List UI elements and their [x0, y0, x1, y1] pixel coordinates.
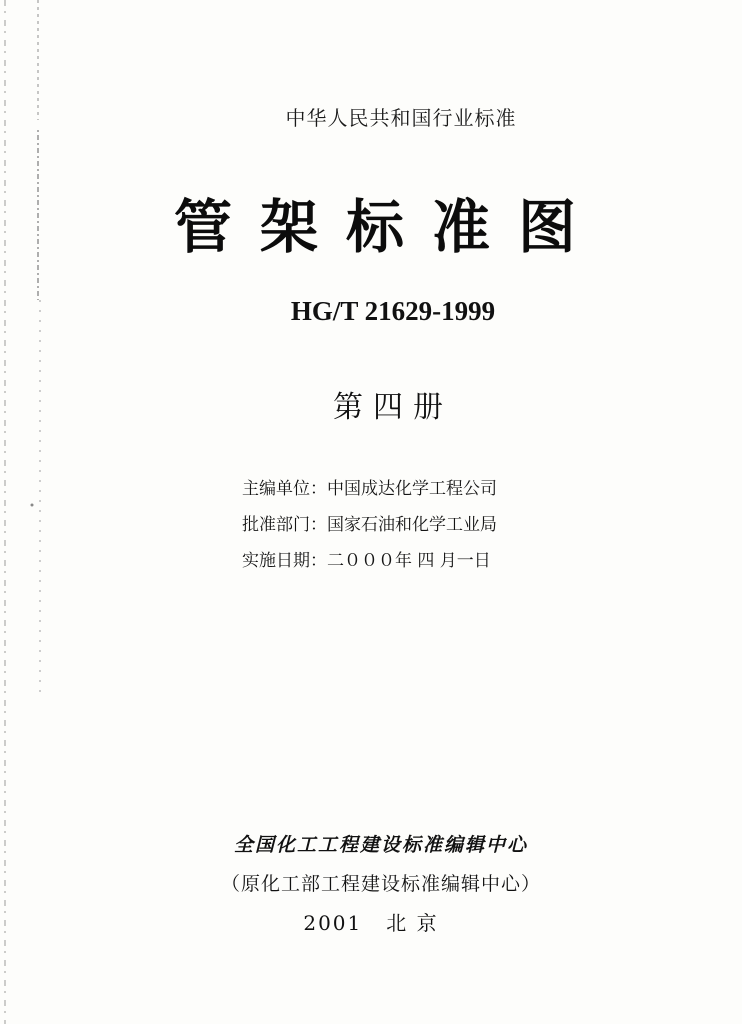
- info-label: 实施日期：: [242, 551, 327, 571]
- publication-info: [242, 476, 562, 584]
- info-row-editor: [242, 476, 562, 512]
- editor-center: 全国化工工程建设标准编辑中心: [233, 834, 528, 856]
- publication-year: 2001: [303, 911, 363, 935]
- info-row-effective-date: [242, 548, 562, 584]
- standard-code: HG/T 21629-1999: [290, 296, 496, 326]
- info-label: 批准部门：: [242, 515, 327, 535]
- publication-city: 北 京: [386, 911, 439, 935]
- info-row-approver: [242, 512, 562, 548]
- publisher-type: 中华人民共和国行业标准: [285, 106, 517, 130]
- volume-label: 第四册: [333, 390, 453, 425]
- info-value: 中国成达化学工程公司: [327, 479, 497, 499]
- info-label: 主编单位：: [242, 479, 327, 499]
- info-value: 国家石油和化学工业局: [327, 515, 497, 535]
- publication-place-year: [0, 907, 742, 936]
- document-title: 管架标准图: [173, 193, 604, 261]
- info-value: 二０００年 四 月一日: [327, 551, 491, 571]
- editor-former-name: （原化工部工程建设标准编辑中心）: [220, 873, 541, 895]
